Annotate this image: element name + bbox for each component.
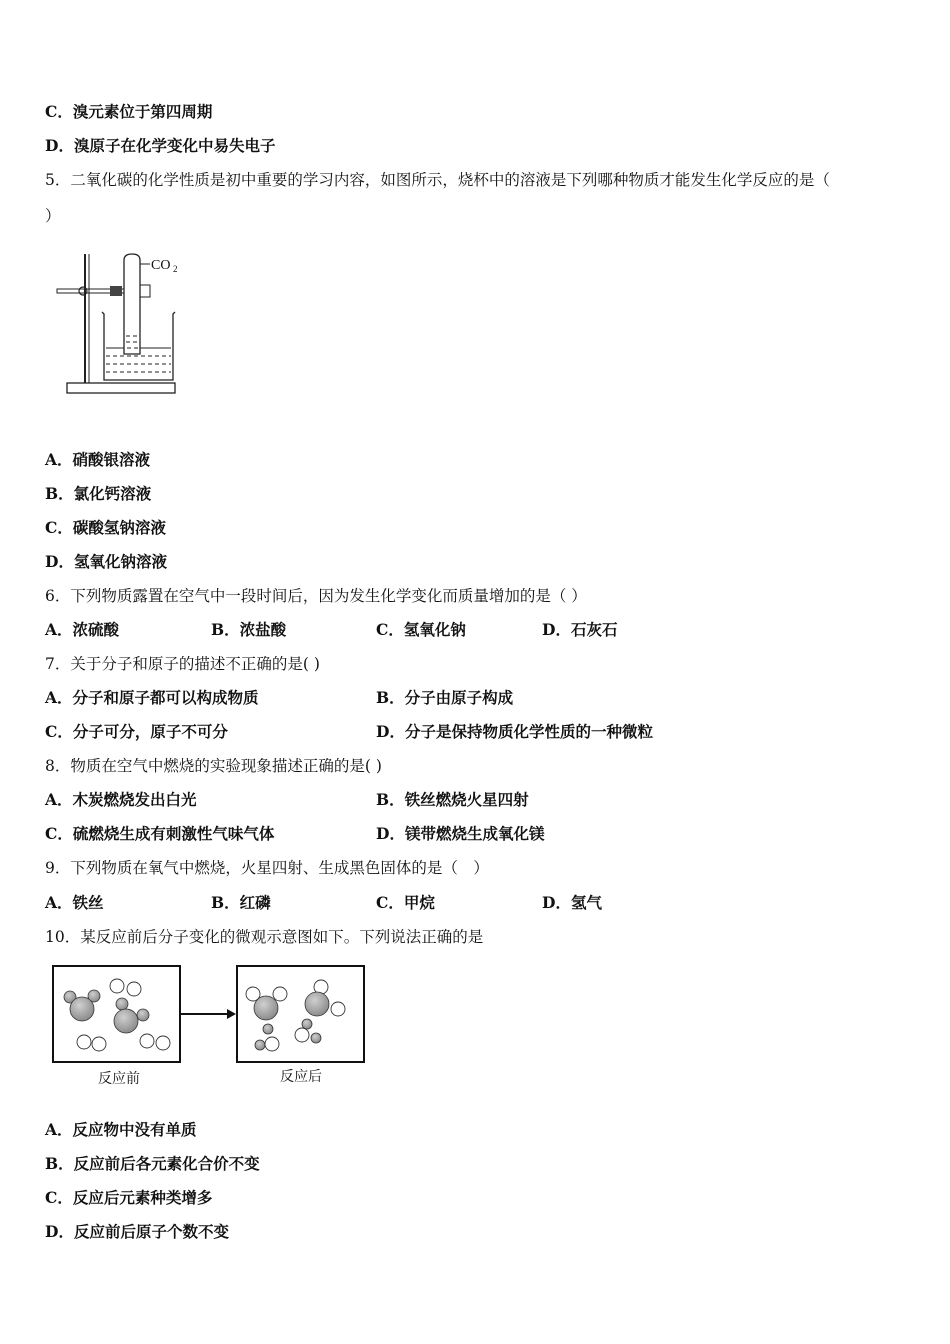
- q10-stem: 10．某反应前后分子变化的微观示意图如下。下列说法正确的是: [45, 928, 484, 946]
- co2-apparatus-figure: [52, 250, 192, 400]
- q7-stem: 7．关于分子和原子的描述不正确的是( ): [45, 655, 320, 673]
- q5-stem: 5．二氧化碳的化学性质是初中重要的学习内容，如图所示，烧杯中的溶液是下列哪种物质才能发生化学反应的是（: [45, 171, 830, 189]
- q6-option-b: B．浓盐酸: [211, 620, 287, 639]
- q8-stem: 8．物质在空气中燃烧的实验现象描述正确的是( ): [45, 757, 382, 775]
- q9-option-a: A．铁丝: [45, 893, 104, 912]
- caption-before: 反应前: [98, 1071, 140, 1087]
- q7-option-d: D．分子是保持物质化学性质的一种微粒: [376, 722, 653, 741]
- q10-option-c: C．反应后元素种类增多: [45, 1188, 213, 1207]
- q8-option-b: B．铁丝燃烧火星四射: [376, 790, 529, 809]
- q10-option-a: A．反应物中没有单质: [45, 1120, 197, 1139]
- q9-option-c: C．甲烷: [376, 893, 435, 912]
- co2-label-subscript: 2: [173, 264, 178, 274]
- q10-option-d: D．反应前后原子个数不变: [45, 1222, 229, 1241]
- co2-label: CO: [151, 258, 171, 273]
- q7-option-c: C．分子可分，原子不可分: [45, 722, 228, 741]
- q6-option-a: A．浓硫酸: [45, 620, 120, 639]
- q9-option-b: B．红磷: [211, 893, 271, 912]
- q6-option-d: D．石灰石: [542, 620, 618, 639]
- q8-option-a: A．木炭燃烧发出白光: [45, 790, 197, 809]
- q6-option-c: C．氢氧化钠: [376, 620, 466, 639]
- q5-stem-close: ）: [45, 207, 61, 225]
- q9-stem: 9．下列物质在氧气中燃烧，火星四射、生成黑色固体的是（ ）: [45, 859, 489, 877]
- q5-option-a: A．硝酸银溶液: [45, 450, 151, 469]
- q4-option-c: C．溴元素位于第四周期: [45, 102, 213, 121]
- q5-option-c: C．碳酸氢钠溶液: [45, 518, 166, 537]
- q7-option-a: A．分子和原子都可以构成物质: [45, 688, 259, 707]
- q5-option-d: D．氢氧化钠溶液: [45, 552, 167, 571]
- q8-option-d: D．镁带燃烧生成氧化镁: [376, 824, 545, 843]
- q8-option-c: C．硫燃烧生成有刺激性气味气体: [45, 824, 275, 843]
- q7-option-b: B．分子由原子构成: [376, 688, 514, 707]
- q4-option-d: D．溴原子在化学变化中易失电子: [45, 136, 276, 155]
- caption-after: 反应后: [280, 1069, 322, 1085]
- q6-stem: 6．下列物质露置在空气中一段时间后，因为发生化学变化而质量增加的是（ ）: [45, 587, 587, 605]
- q10-option-b: B．反应前后各元素化合价不变: [45, 1154, 260, 1173]
- q5-option-b: B．氯化钙溶液: [45, 484, 152, 503]
- reaction-micro-diagram: [50, 962, 370, 1092]
- q9-option-d: D．氢气: [542, 893, 602, 912]
